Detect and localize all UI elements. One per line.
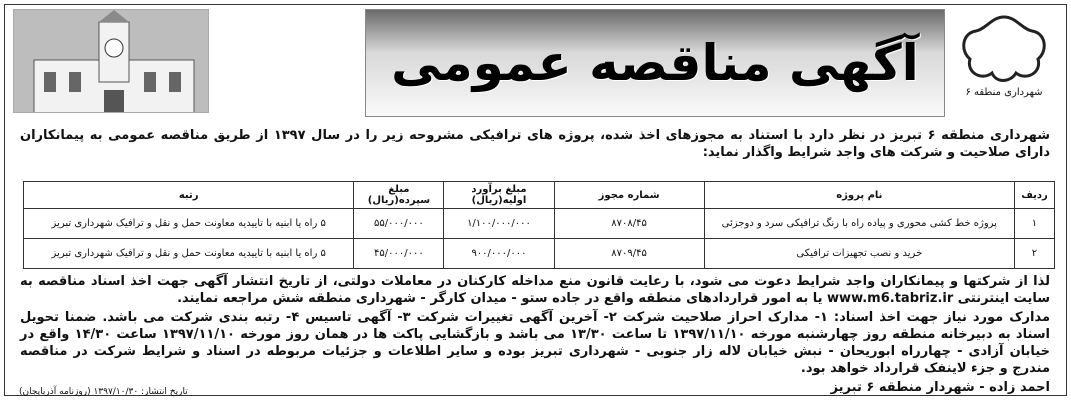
- publish-date: تاریخ انتشار: ۱۳۹۷/۱۰/۳۰ (روزنامه آذربایجان): [19, 387, 188, 397]
- cell-deposit: ۴۵/۰۰۰/۰۰۰: [354, 239, 444, 269]
- header-estimate: مبلغ برآورد اولیه(ریال): [444, 182, 554, 209]
- cell-index: ۲: [1014, 239, 1054, 269]
- cell-project-name: پروژه خط کشی محوری و پیاده راه با رنگ ترافیکی سرد و دوجزئی: [704, 209, 1014, 239]
- header-rank: رتبه: [24, 182, 354, 209]
- cell-estimate: ۱/۱۰۰/۰۰۰/۰۰۰: [444, 209, 554, 239]
- municipality-logo: [954, 11, 1054, 87]
- signature: احمد زاده - شهردار منطقه ۶ تبریز: [830, 380, 1050, 395]
- table-header-row: [24, 182, 1055, 209]
- requirements-text: مدارک مورد نیاز جهت اخذ اسناد: ۱- مدارک احراز صلاحیت شرکت ۲- آخرین آگهی تغییرات شرکت ۳- آگهی تاسیس ۴- رتبه بندی شرکت می باشد. ضمنا تحویل اسناد به دبیرخانه منطقه روز چهارشنبه مورخه ۱۳۹۷/۱۱/۱۰ تا ساعت ۱۳/۳۰ می باشد و بازگشایی پاکت ها در همان روز مورخه ۱۳۹۷/۱۱/۱۰ ساعت ۱۴/۳۰ واقع در خیابان آزادی - چهارراه ابوریحان - نبش خیابان لاله زار جنوبی - شهرداری تبریز بوده و سایر اطلاعات و جزئیات مربوطه در اسناد و شرایط شرکت در مناقصه مندرج و جزء لاینفک قرارداد خواهد بود.: [20, 310, 1051, 376]
- intro-text: شهرداری منطقه ۶ تبریز در نظر دارد با استناد به مجوزهای اخذ شده، پروژه های ترافیکی مشروحه زیر را در سال ۱۳۹۷ از طریق مناقصه عمومی به پیمانکاران دارای صلاحیت و شرکت های واجد شرایط واگذار نماید:: [20, 128, 1050, 160]
- invitation-text: لذا از شرکتها و پیمانکاران واجد شرایط دعوت می شود، با رعایت قانون منع مداخله کارکنان در معاملات دولتی، از تاریخ انتشار آگهی جهت اخذ اسناد مناقصه به سایت اینترنتی www.m6.tabriz.ir یا به امور قراردادهای منطقه واقع در جاده ستو - میدان کارگر - شهرداری منطقه شش مراجعه نمایند.: [20, 274, 1050, 306]
- header-deposit: مبلغ سپرده(ریال): [354, 182, 444, 209]
- cell-permit-number: ۸۷۰۸/۴۵: [554, 209, 704, 239]
- cell-index: ۱: [1014, 209, 1054, 239]
- cell-rank: ۵ راه یا ابنیه با تاییدیه معاونت حمل و نقل و ترافیک شهرداری تبریز: [24, 239, 354, 269]
- logo-caption: شهرداری منطقه ۶: [965, 87, 1043, 98]
- table-row: [24, 209, 1055, 239]
- notice-frame: [4, 4, 1067, 396]
- building-image: [13, 9, 209, 113]
- cell-deposit: ۵۵/۰۰۰/۰۰۰: [354, 209, 444, 239]
- project-table: [23, 181, 1055, 269]
- cell-estimate: ۹۰۰/۰۰۰/۰۰۰: [444, 239, 554, 269]
- header-permit-number: شماره مجوز: [554, 182, 704, 209]
- table-row: [24, 239, 1055, 269]
- header-index: ردیف: [1014, 182, 1054, 209]
- header: [5, 5, 1066, 117]
- header-project-name: نام پروژه: [704, 182, 1014, 209]
- cell-permit-number: ۸۷۰۹/۴۵: [554, 239, 704, 269]
- page-title: آگهی مناقصه عمومی: [391, 34, 919, 92]
- cell-rank: ۵ راه یا ابنیه با تاییدیه معاونت حمل و نقل و ترافیک شهرداری تبریز: [24, 209, 354, 239]
- cell-project-name: خرید و نصب تجهیزات ترافیکی: [704, 239, 1014, 269]
